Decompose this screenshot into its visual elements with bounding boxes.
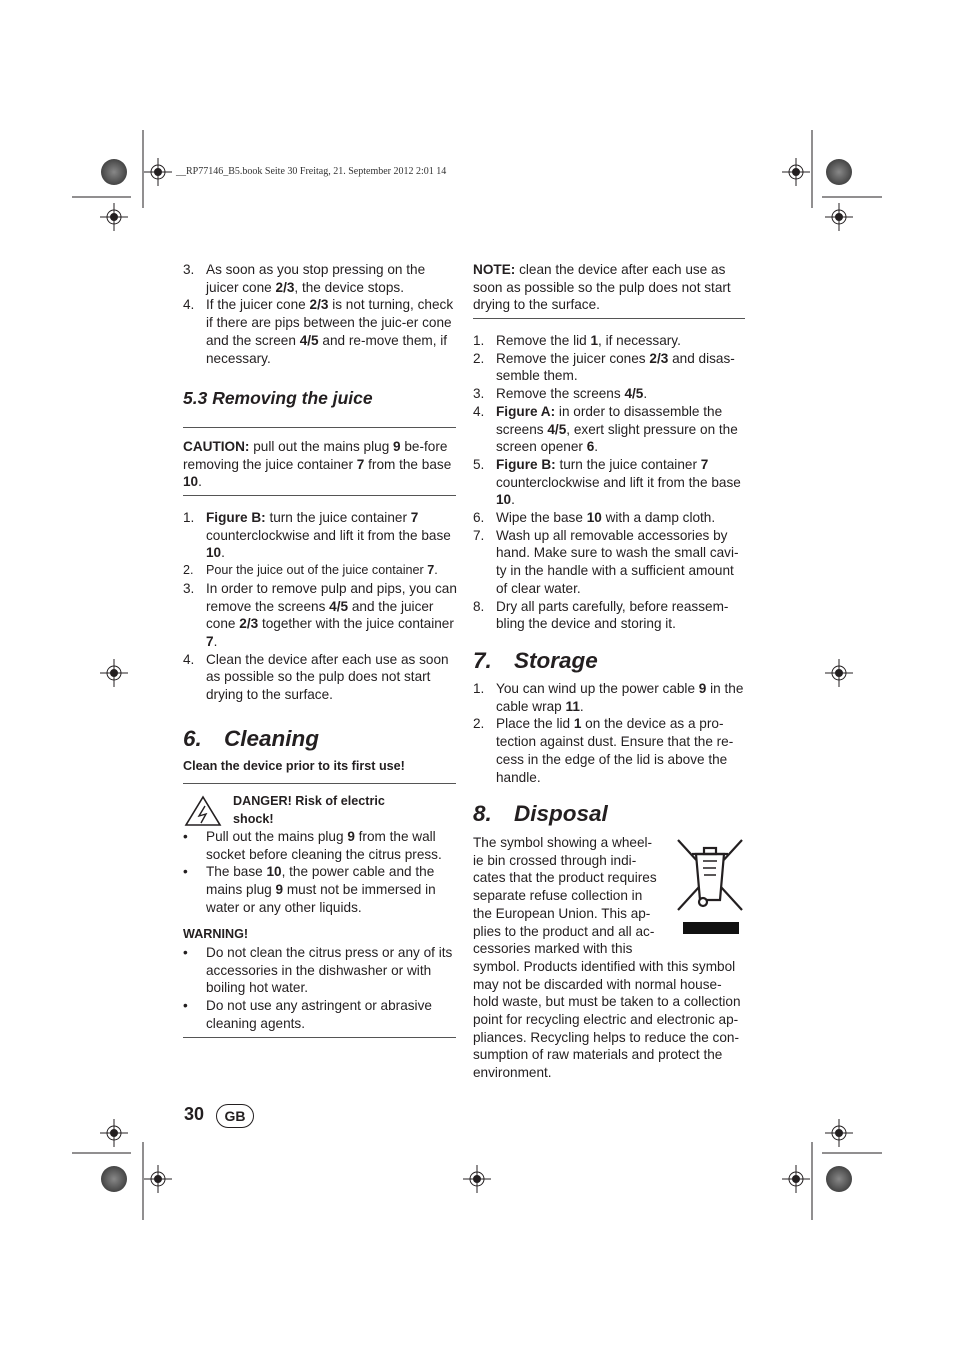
step-number: 7. (473, 527, 485, 543)
section-8 (473, 800, 747, 828)
step-item (473, 403, 747, 456)
text-run: and re-move them, if necessary. (206, 332, 448, 366)
text-run: together with the juice container (258, 616, 454, 632)
step-item (183, 261, 457, 296)
step-number: 8. (473, 598, 485, 614)
text-run: in the cable wrap (496, 681, 744, 714)
text-run: with a damp cloth. (601, 510, 716, 526)
disposal-line: cates that the product requires (473, 870, 657, 886)
disposal-line: separate refuse collection in (473, 888, 643, 904)
text-run: turn the juice container (555, 456, 701, 472)
text-run: . (579, 698, 584, 714)
step-number: 1. (473, 333, 485, 348)
part-reference: 10 (183, 474, 199, 490)
step-item (473, 598, 747, 633)
note-box (473, 261, 747, 314)
step-item (183, 562, 457, 580)
registration-target-icon (463, 1165, 491, 1193)
section-6-number: 6. (183, 726, 202, 751)
bullet-item (183, 828, 457, 863)
step-item (473, 680, 747, 715)
part-reference: 6 (586, 439, 595, 455)
section-5-3-title: 5.3 Removing the juice (183, 388, 373, 408)
text-run: counterclockwise and lift it from the base (496, 474, 741, 490)
bullet-marker: • (183, 864, 188, 880)
divider (183, 1037, 456, 1038)
text-run: . (221, 545, 225, 561)
step-item (473, 385, 747, 403)
step-number: 5. (473, 456, 485, 472)
text-run: , the device stops. (294, 279, 404, 295)
disposal-line: plies to the product and all ac- (473, 923, 655, 939)
section-7 (473, 647, 747, 675)
registration-target-icon (100, 659, 128, 687)
disposal-line: sumption of raw materials and protect the (473, 1047, 723, 1063)
step-item (183, 580, 457, 651)
disposal-line: pliances. Recycling helps to reduce the con- (473, 1029, 739, 1045)
text-run: Do not clean the citrus press or any of its accessories in the dishwasher or with boiling hot water. (206, 945, 453, 996)
step-item (183, 296, 457, 367)
section-5-3 (183, 387, 457, 409)
text-run: . (434, 563, 438, 578)
step-number: 1. (473, 681, 485, 696)
step-number: 3. (183, 580, 195, 596)
text-run: . (594, 439, 599, 455)
step-number: 2. (473, 350, 485, 366)
part-reference: 10 (266, 864, 282, 880)
step-item (183, 651, 457, 704)
clean-first-text: Clean the device prior to its first use! (183, 759, 405, 773)
page-number: 30 (184, 1104, 205, 1124)
part-reference: 11 (565, 698, 580, 714)
bullet-item (183, 997, 457, 1032)
registration-target-icon (100, 1119, 128, 1147)
text-run: , exert slight pressure on the screen opener (496, 421, 738, 455)
text-run: is not turning, check if there are pips between the juic-er cone and the screen (206, 297, 454, 348)
section-7-number: 7. (473, 648, 492, 673)
caution-box (183, 438, 457, 491)
step-item (473, 527, 747, 598)
registration-target-icon (825, 659, 853, 687)
file-header: __RP77146_B5.book Seite 30 Freitag, 21. September 2012 2:01 14 (176, 166, 447, 177)
part-reference: 7 (206, 633, 214, 649)
part-reference: 2/3 (649, 350, 669, 366)
text-run: be-fore removing the juice container (183, 439, 448, 472)
step-number: 1. (183, 510, 195, 525)
part-reference: 4/5 (547, 421, 567, 437)
bullet-item (183, 863, 457, 916)
section-6 (183, 725, 457, 753)
disposal-line: may not be discarded with normal house- (473, 976, 722, 992)
text-run: must not be immersed in water or any other liquids. (206, 882, 436, 915)
left-steps-5-3 (183, 509, 457, 704)
bullet-item (183, 944, 457, 997)
registration-target-icon (825, 1119, 853, 1147)
part-reference: 2/3 (309, 297, 329, 313)
text-run: Clean the device after each use as soon as possible so the pulp does not start drying to the surface. (206, 651, 449, 703)
text-run: The base (206, 864, 267, 880)
bullet-marker: • (183, 945, 188, 960)
text-run: Wipe the base (496, 510, 587, 526)
bullet-marker: • (183, 829, 188, 844)
registration-target-icon (144, 1165, 172, 1193)
text-run: turn the juice container (265, 510, 411, 525)
part-reference: 9 (698, 681, 707, 696)
text-run: Pull out the mains plug (206, 829, 348, 844)
note-label: NOTE: (473, 262, 516, 277)
part-reference: 1 (590, 333, 599, 348)
bullet-marker: • (183, 998, 188, 1014)
step-item (183, 509, 457, 562)
text-run: . (643, 386, 648, 402)
registration-target-icon (782, 158, 810, 186)
warning-label: WARNING! (183, 927, 249, 941)
text-run: Remove the screens (496, 386, 625, 402)
step-item (473, 456, 747, 509)
left-steps-top (183, 261, 457, 367)
step-number: 3. (183, 262, 195, 277)
figure-label: Figure A: (496, 403, 556, 419)
warning-heading (183, 926, 457, 944)
text-run: In order to remove pulp and pips, you can remove the screens (206, 580, 457, 614)
disposal-line: ie bin crossed through indi- (473, 852, 637, 868)
text-run: Remove the lid (496, 333, 591, 348)
danger-line1: DANGER! Risk of electric (233, 794, 385, 808)
warning-items (183, 944, 457, 1033)
text-run: As soon as you stop pressing on the juicer cone (206, 262, 426, 295)
text-run: You can wind up the power cable (496, 681, 699, 696)
clean-first-note (183, 758, 457, 776)
danger-line2: shock! (233, 811, 274, 826)
divider (183, 495, 456, 496)
step-number: 4. (183, 297, 195, 313)
text-run: . (198, 474, 202, 490)
step-number: 2. (473, 716, 485, 732)
disposal-line: The symbol showing a wheel- (473, 835, 653, 850)
section-8-title: Disposal (514, 801, 608, 826)
step-item (473, 715, 747, 786)
divider (183, 783, 456, 784)
danger-items (183, 828, 457, 917)
caution-label: CAUTION: (183, 439, 250, 454)
text-run: Place the lid (496, 716, 574, 732)
text-run: and disas-semble them. (496, 350, 735, 384)
figure-label: Figure B: (496, 456, 556, 472)
danger-heading (233, 793, 453, 828)
section-6-title: Cleaning (224, 726, 320, 751)
part-reference: 2/3 (239, 616, 259, 632)
part-reference: 1 (573, 716, 582, 732)
text-run: pull out the mains plug (249, 439, 394, 454)
disposal-line: symbol. Products identified with this symbol (473, 958, 736, 974)
disposal-line: hold waste, but must be taken to a collection (473, 994, 741, 1010)
disposal-line: cessories marked with this (473, 941, 633, 957)
text-run: If the juicer cone (206, 297, 310, 313)
figure-label: Figure B: (206, 510, 266, 525)
text-run: Remove the juicer cones (496, 350, 650, 366)
right-steps-storage (473, 680, 747, 786)
registration-target-icon (825, 203, 853, 231)
step-item (473, 350, 747, 385)
text-run: , the power cable and the mains plug (206, 864, 435, 898)
text-run: on the device as a pro-tection against dust. Ensure that the re-cess in the edge of the lid is above the handle. (496, 716, 734, 785)
part-reference: 4/5 (624, 386, 644, 402)
country-badge: GB (216, 1104, 254, 1128)
text-run: Do not use any astringent or abrasive cleaning agents. (206, 998, 432, 1031)
text-run: Wash up all removable accessories by hand. Make sure to wash the small cavi-ty in the handle with a sufficient amount of clear water. (496, 527, 739, 596)
section-8-number: 8. (473, 801, 492, 826)
text-run: from the wall socket before cleaning the citrus press. (206, 829, 442, 862)
disposal-line: the European Union. This ap- (473, 905, 651, 921)
text-run: counterclockwise and lift it from the base (206, 527, 451, 543)
part-reference: 7 (410, 510, 419, 525)
disposal-line: environment. (473, 1065, 552, 1081)
step-item (473, 332, 747, 350)
part-reference: 7 (356, 456, 365, 472)
part-reference: 2/3 (275, 279, 295, 295)
registration-target-icon (144, 158, 172, 186)
step-number: 3. (473, 386, 485, 402)
text-run: in order to disassemble the screens (496, 403, 723, 437)
step-item (473, 509, 747, 527)
text-run: . (213, 633, 218, 649)
step-number: 6. (473, 510, 485, 526)
right-steps-clean (473, 332, 747, 633)
part-reference: 10 (496, 492, 512, 508)
section-7-title: Storage (514, 648, 598, 673)
part-reference: 4/5 (299, 332, 319, 348)
part-reference: 7 (427, 563, 435, 578)
part-reference: 9 (275, 882, 284, 898)
part-reference: 7 (700, 456, 709, 472)
text-run: . (511, 492, 515, 508)
divider (183, 427, 456, 428)
note-text: clean the device after each use as soon as possible so the pulp does not start drying to the surface. (473, 262, 731, 313)
step-number: 4. (473, 403, 485, 419)
part-reference: 9 (347, 829, 355, 844)
text-run: Dry all parts carefully, before reassem-bling the device and storing it. (496, 598, 729, 632)
warning-triangle-icon (184, 795, 222, 827)
part-reference: 10 (206, 545, 222, 561)
disposal-line: point for recycling electric and electronic ap- (473, 1012, 739, 1028)
crossed-out-wheelie-bin-icon (676, 838, 744, 936)
part-reference: 10 (586, 510, 602, 526)
text-run: and the juicer cone (206, 598, 434, 632)
part-reference: 4/5 (329, 598, 349, 614)
divider (473, 318, 745, 319)
text-run: Pour the juice out of the juice container (206, 563, 428, 578)
step-number: 4. (183, 651, 195, 667)
part-reference: 9 (393, 439, 401, 454)
registration-target-icon (100, 203, 128, 231)
text-run: from the base (364, 456, 452, 472)
text-run: , if necessary. (598, 333, 681, 348)
step-number: 2. (183, 563, 194, 578)
registration-target-icon (782, 1165, 810, 1193)
